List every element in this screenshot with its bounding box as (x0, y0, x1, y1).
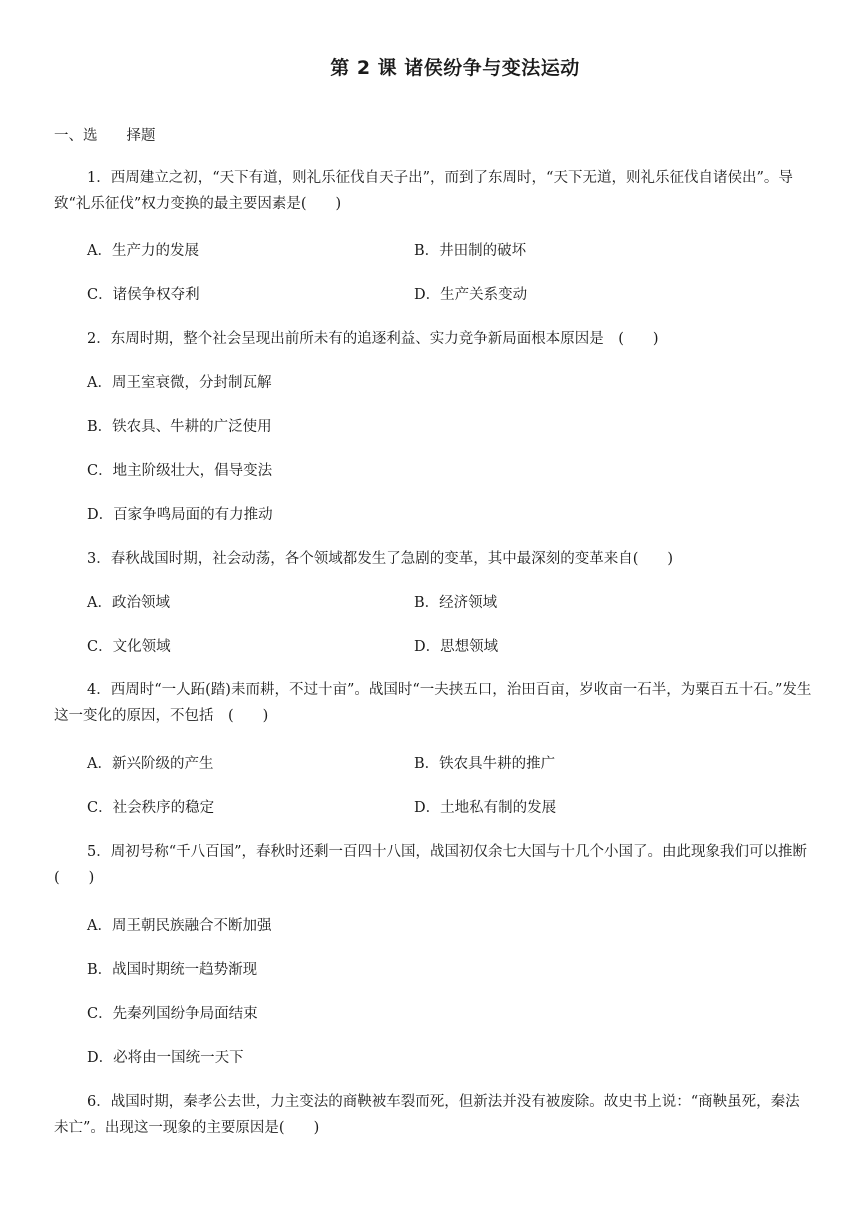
question-5-option-b[interactable]: B．战国时期统一趋势渐现 (87, 962, 258, 978)
question-1-text: 1．西周建立之初，“天下有道，则礼乐征伐自天子出”，而到了东周时，“天下无道，则礼乐征伐自诸侯出”。导致“礼乐征伐”权力变换的最主要因素是( ) (54, 170, 793, 212)
section-heading: 一、选 择题 (54, 128, 156, 144)
question-5-text: 5．周初号称“千八百国”，春秋时还剩一百四十八国，战国初仅余七大国与十几个小国了。由此现象我们可以推断( ) (54, 844, 808, 886)
question-3-option-b[interactable]: B．经济领域 (414, 595, 498, 611)
question-4-option-d[interactable]: D．土地私有制的发展 (414, 800, 557, 816)
question-3-option-c[interactable]: C．文化领域 (87, 639, 171, 655)
question-5-option-d[interactable]: D．必将由一国统一天下 (87, 1050, 244, 1066)
question-2-option-b[interactable]: B．铁农具、牛耕的广泛使用 (87, 419, 272, 435)
question-3-option-d[interactable]: D．思想领域 (414, 639, 499, 655)
question-4-text: 4．西周时“一人跖(踏)耒而耕，不过十亩”。战国时“一夫挟五口，治田百亩，岁收亩一石半，为粟百五十石。”发生这一变化的原因，不包括 ( ) (54, 682, 812, 724)
page-title: 第 2 课 诸侯纷争与变法运动 (330, 57, 580, 79)
question-1-option-b[interactable]: B．井田制的破坏 (414, 243, 527, 259)
question-2-option-d[interactable]: D．百家争鸣局面的有力推动 (87, 507, 273, 523)
question-4-option-a[interactable]: A．新兴阶级的产生 (87, 756, 214, 772)
question-2-option-a[interactable]: A．周王室衰微，分封制瓦解 (87, 375, 272, 391)
question-2-text: 2．东周时期，整个社会呈现出前所未有的追逐利益、实力竞争新局面根本原因是 ( ) (87, 331, 659, 347)
question-1-option-d[interactable]: D．生产关系变动 (414, 287, 528, 303)
question-2-option-c[interactable]: C．地主阶级壮大，倡导变法 (87, 463, 273, 479)
question-1-option-a[interactable]: A．生产力的发展 (87, 243, 199, 259)
question-4-option-b[interactable]: B．铁农具牛耕的推广 (414, 756, 556, 772)
question-1-option-c[interactable]: C．诸侯争权夺利 (87, 287, 200, 303)
question-5-option-c[interactable]: C．先秦列国纷争局面结束 (87, 1006, 258, 1022)
question-3-option-a[interactable]: A．政治领域 (87, 595, 170, 611)
question-5-option-a[interactable]: A．周王朝民族融合不断加强 (87, 918, 272, 934)
question-4-option-c[interactable]: C．社会秩序的稳定 (87, 800, 215, 816)
question-6-text: 6．战国时期，秦孝公去世，力主变法的商鞅被车裂而死，但新法并没有被废除。故史书上说：“商鞅虽死，秦法未亡”。出现这一现象的主要原因是( ) (54, 1094, 800, 1136)
question-3-text: 3．春秋战国时期，社会动荡，各个领域都发生了急剧的变革，其中最深刻的变革来自( ) (87, 551, 674, 567)
